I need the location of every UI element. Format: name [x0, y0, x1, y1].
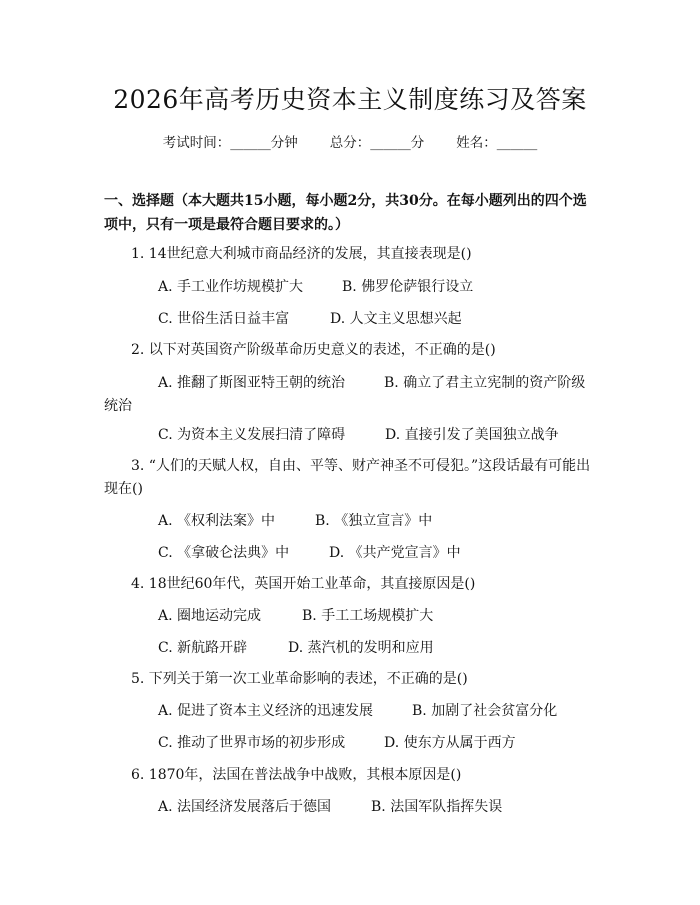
question-4-option-a: A. 圈地运动完成 [158, 608, 262, 624]
question-1-option-a: A. 手工业作坊规模扩大 [158, 279, 304, 295]
question-3-stem: 3. “人们的天赋人权，自由、平等、财产神圣不可侵犯。”这段话最有可能出现在() [104, 458, 591, 497]
question-1-option-d: D. 人文主义思想兴起 [330, 311, 462, 327]
question-1-option-c: C. 世俗生活日益丰富 [158, 311, 290, 327]
question-2-option-a: A. 推翻了斯图亚特王朝的统治 [158, 375, 346, 391]
score-label: 总分： [329, 135, 371, 151]
exam-info-line [0, 131, 700, 151]
question-4-stem: 4. 18世纪60年代，英国开始工业革命，其直接原因是() [131, 576, 476, 592]
question-1-stem: 1. 14世纪意大利城市商品经济的发展，其直接表现是() [131, 246, 472, 262]
score-blank: ______分 [370, 135, 425, 151]
question-6-option-b: B. 法国军队指挥失误 [371, 799, 503, 815]
question-5-stem: 5. 下列关于第一次工业革命影响的表述，不正确的是() [131, 671, 468, 687]
question-5-option-b: B. 加剧了社会贫富分化 [412, 703, 558, 719]
time-label: 考试时间： [162, 135, 231, 151]
question-2-option-d: D. 直接引发了美国独立战争 [385, 427, 559, 443]
section-heading: 一、选择题（本大题共15小题，每小题2分，共30分。在每小题列出的四个选项中，只有一项是最符合题目要求的。） [104, 193, 587, 233]
question-5-option-d: D. 使东方从属于西方 [384, 735, 516, 751]
question-5-option-a: A. 促进了资本主义经济的迅速发展 [158, 703, 374, 719]
question-3-option-b: B. 《独立宣言》中 [315, 513, 433, 529]
question-4-option-b: B. 手工工场规模扩大 [302, 608, 434, 624]
question-4-option-c: C. 新航路开辟 [158, 640, 248, 656]
question-6-stem: 6. 1870年，法国在普法战争中战败，其根本原因是() [131, 767, 462, 783]
question-3-option-a: A. 《权利法案》中 [158, 513, 276, 529]
question-6-option-a: A. 法国经济发展落后于德国 [158, 799, 332, 815]
question-3-option-d: D. 《共产党宣言》中 [329, 545, 461, 561]
time-blank: ______分钟 [230, 135, 298, 151]
question-2-stem: 2. 以下对英国资产阶级革命历史意义的表述，不正确的是() [131, 342, 496, 358]
question-2-option-b: B. 确立了君主立宪制的资产阶级统治 [104, 375, 586, 414]
name-label: 姓名： [456, 135, 497, 151]
question-5-option-c: C. 推动了世界市场的初步形成 [158, 735, 346, 751]
question-2-option-c: C. 为资本主义发展扫清了障碍 [158, 427, 346, 443]
question-1-option-b: B. 佛罗伦萨银行设立 [342, 279, 474, 295]
name-blank: ______ [496, 135, 538, 151]
page-title: 2026年高考历史资本主义制度练习及答案 [113, 85, 587, 114]
question-3-option-c: C. 《拿破仑法典》中 [158, 545, 290, 561]
question-4-option-d: D. 蒸汽机的发明和应用 [288, 640, 434, 656]
